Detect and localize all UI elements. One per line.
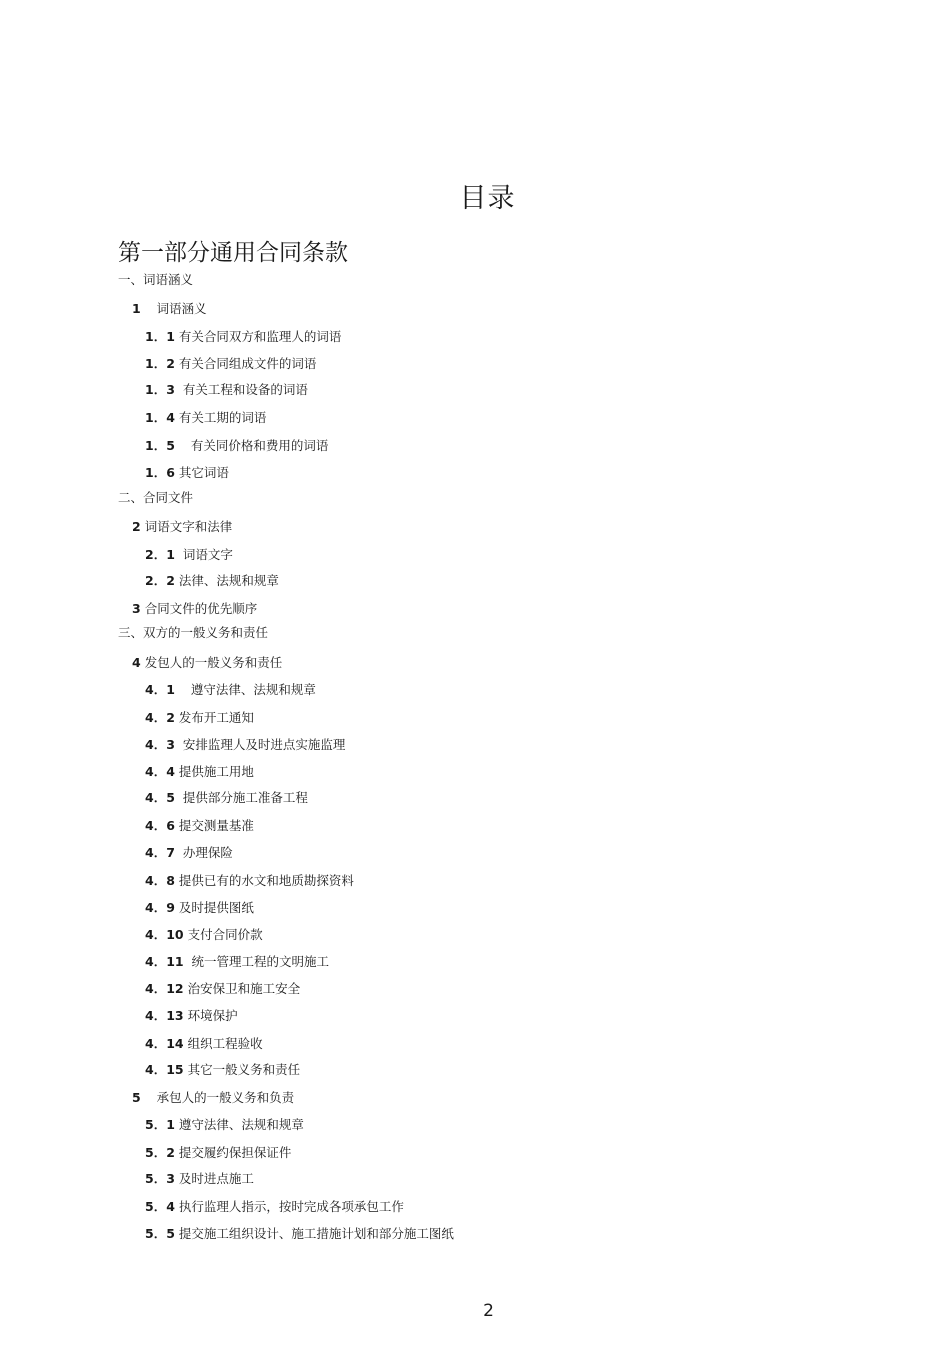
toc-subclause: 4．2 发布开工通知 xyxy=(145,710,254,725)
toc-clause: 4 发包人的一般义务和责任 xyxy=(132,655,283,670)
toc-subclause: 1．2 有关合同组成文件的词语 xyxy=(145,356,317,371)
toc-subclause: 2．2 法律、法规和规章 xyxy=(145,573,279,588)
toc-section-heading: 二、合同文件 xyxy=(118,490,194,505)
toc-subclause: 4．1 遵守法律、法规和规章 xyxy=(145,682,316,697)
toc-subclause: 1．3 有关工程和设备的词语 xyxy=(145,382,308,397)
toc-subclause: 4．7 办理保险 xyxy=(145,845,233,860)
toc-subclause: 4．10 支付合同价款 xyxy=(145,927,263,942)
toc-subclause: 4．9 及时提供图纸 xyxy=(145,900,254,915)
toc-subclause: 4．6 提交测量基准 xyxy=(145,818,254,833)
toc-subclause: 5．2 提交履约保担保证件 xyxy=(145,1145,292,1160)
toc-subclause: 1．6 其它词语 xyxy=(145,465,229,480)
toc-subclause: 4．14 组织工程验收 xyxy=(145,1036,263,1051)
toc-subclause: 4．15 其它一般义务和责任 xyxy=(145,1062,301,1077)
toc-section-heading: 一、词语涵义 xyxy=(118,272,194,287)
toc-subclause: 4．5 提供部分施工准备工程 xyxy=(145,790,308,805)
toc-subclause: 4．3 安排监理人及时进点实施监理 xyxy=(145,737,346,752)
toc-subclause: 1．5 有关同价格和费用的词语 xyxy=(145,438,329,453)
toc-subclause: 5．1 遵守法律、法规和规章 xyxy=(145,1117,304,1132)
toc-subclause: 4．4 提供施工用地 xyxy=(145,764,254,779)
toc-subclause: 4．8 提供已有的水文和地质勘探资料 xyxy=(145,873,354,888)
toc-subclause: 1．4 有关工期的词语 xyxy=(145,410,267,425)
toc-subclause: 4．12 治安保卫和施工安全 xyxy=(145,981,301,996)
toc-subclause: 4．11 统一管理工程的文明施工 xyxy=(145,954,330,969)
part-heading: 第一部分通用合同条款 xyxy=(118,240,348,266)
toc-section-heading: 三、双方的一般义务和责任 xyxy=(118,625,269,640)
page-number: 2 xyxy=(483,1301,494,1321)
toc-subclause: 5．5 提交施工组织设计、施工措施计划和部分施工图纸 xyxy=(145,1226,454,1241)
toc-subclause: 5．3 及时进点施工 xyxy=(145,1171,254,1186)
toc-subclause: 4．13 环境保护 xyxy=(145,1008,238,1023)
toc-clause: 3 合同文件的优先顺序 xyxy=(132,601,258,616)
toc-subclause: 2．1 词语文字 xyxy=(145,547,233,562)
toc-clause: 1 词语涵义 xyxy=(132,301,207,316)
toc-clause: 2 词语文字和法律 xyxy=(132,519,233,534)
toc-subclause: 5．4 执行监理人指示，按时完成各项承包工作 xyxy=(145,1199,404,1214)
toc-subclause: 1．1 有关合同双方和监理人的词语 xyxy=(145,329,342,344)
toc-clause: 5 承包人的一般义务和负责 xyxy=(132,1090,295,1105)
page-title: 目录 xyxy=(459,183,516,214)
